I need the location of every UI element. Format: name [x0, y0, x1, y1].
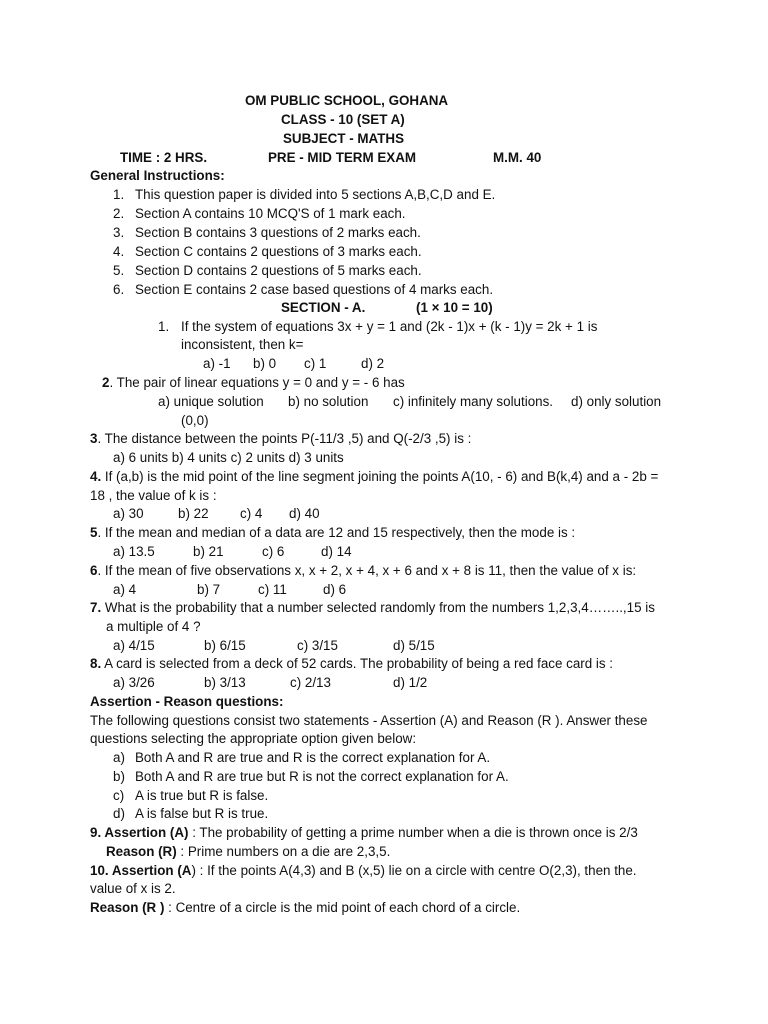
instruction-text: Section B contains 3 questions of 2 marks each.: [135, 225, 421, 240]
instruction-num: 2.: [113, 206, 125, 221]
option: c) 2/13: [290, 675, 331, 690]
instruction-text: Section E contains 2 case based questions of 4 marks each.: [135, 282, 494, 297]
question-text: 18 , the value of k is :: [90, 488, 217, 503]
option-text: A is false but R is true.: [135, 806, 269, 821]
option-text: Both A and R are true but R is not the correct explanation for A.: [135, 769, 509, 784]
option: b) 6/15: [204, 638, 246, 653]
instruction-text: Section C contains 2 questions of 3 marks each.: [135, 244, 422, 259]
option: d) only solution: [571, 394, 662, 409]
question-number: 8.: [90, 656, 102, 671]
assertion-text: : The probability of getting a prime number when a die is thrown once is 2/3: [188, 825, 638, 840]
option: b) no solution: [288, 394, 369, 409]
reason-label: Reason (R ): [90, 900, 165, 915]
exam-name: PRE - MID TERM EXAM: [268, 150, 417, 165]
instruction-num: 4.: [113, 244, 125, 259]
question-line: [90, 824, 638, 842]
question-text: . The pair of linear equations y = 0 and y = - 6 has: [109, 375, 405, 390]
reason-text: : Prime numbers on a die are 2,3,5.: [176, 844, 391, 859]
option-text: A is true but R is false.: [135, 788, 269, 803]
question-text: a multiple of 4 ?: [106, 619, 201, 634]
class-title: CLASS - 10 (SET A): [281, 112, 405, 127]
option: d) 5/15: [393, 638, 435, 653]
reason-line: [90, 899, 520, 917]
option-label: a): [113, 750, 125, 765]
option: a) 3/26: [113, 675, 155, 690]
question-text: . If the mean of five observations x, x + 2, x + 4, x + 6 and x + 8 is 11, then the value of x is:: [97, 563, 637, 578]
assertion-text: value of x is 2.: [90, 881, 176, 896]
instructions-title: General Instructions:: [90, 168, 225, 183]
reason-text: : Centre of a circle is the mid point of each chord of a circle.: [164, 900, 521, 915]
option: b) 7: [197, 582, 221, 597]
reason-label: Reason (R): [106, 844, 177, 859]
question-number: 3: [90, 431, 98, 446]
exam-time: TIME : 2 HRS.: [120, 150, 208, 165]
question-line: [102, 374, 405, 392]
option: d) 6: [323, 582, 347, 597]
assertion-text: ) : If the points A(4,3) and B (x,5) lie on a circle with centre O(2,3), then the.: [191, 863, 637, 878]
instruction-text: Section D contains 2 questions of 5 marks each.: [135, 263, 422, 278]
question-number: 5: [90, 525, 98, 540]
option-label: d): [113, 806, 125, 821]
question-line: [90, 599, 655, 617]
option: b) 22: [178, 506, 209, 521]
assertion-reason-intro: The following questions consist two statements - Assertion (A) and Reason (R ). Answer these: [90, 713, 648, 728]
option: c) infinitely many solutions.: [393, 394, 554, 409]
option: c) 4: [240, 506, 263, 521]
question-number: 6: [90, 563, 98, 578]
question-number: 2: [102, 375, 110, 390]
question-text: If (a,b) is the mid point of the line segment joining the points A(10, - 6) and B(k,4) and a - 2b =: [101, 469, 659, 484]
option: d) 1/2: [393, 675, 428, 690]
option: a) 4: [113, 582, 137, 597]
question-line: [90, 655, 613, 673]
question-text: . The distance between the points P(-11/3 ,5) and Q(-2/3 ,5) is :: [97, 431, 472, 446]
subject-title: SUBJECT - MATHS: [283, 131, 405, 146]
option: b) 21: [193, 544, 224, 559]
instruction-text: Section A contains 10 MCQ'S of 1 mark each.: [135, 206, 406, 221]
assertion-reason-intro: questions selecting the appropriate option given below:: [90, 731, 417, 746]
option: d) 14: [321, 544, 352, 559]
option: d) 2: [361, 356, 385, 371]
school-name: OM PUBLIC SCHOOL, GOHANA: [245, 93, 449, 108]
instruction-num: 5.: [113, 263, 125, 278]
section-marks: (1 × 10 = 10): [416, 300, 493, 315]
option-text: Both A and R are true and R is the correct explanation for A.: [135, 750, 491, 765]
option-label: c): [113, 788, 125, 803]
option: a) 13.5: [113, 544, 155, 559]
question-text: inconsistent, then k=: [181, 337, 304, 352]
option-label: b): [113, 769, 125, 784]
max-marks: M.M. 40: [493, 150, 542, 165]
assertion-label: 10. Assertion (A: [90, 863, 192, 878]
option: d) 40: [289, 506, 320, 521]
question-text: What is the probability that a number selected randomly from the numbers 1,2,3,4……..,15 is: [101, 600, 655, 615]
question-text: . If the mean and median of a data are 12 and 15 respectively, then the mode is :: [97, 525, 576, 540]
question-line: [90, 468, 658, 486]
section-title: SECTION - A.: [281, 300, 366, 315]
option: c) 3/15: [297, 638, 338, 653]
question-number: 1.: [158, 319, 170, 334]
question-text: A card is selected from a deck of 52 cards. The probability of being a red face card is :: [101, 656, 614, 671]
option: c) 6: [262, 544, 285, 559]
option: c) 11: [258, 582, 287, 597]
assertion-reason-title: Assertion - Reason questions:: [90, 694, 284, 709]
question-line: [90, 430, 471, 448]
option: b) 3/13: [204, 675, 246, 690]
question-number: 4.: [90, 469, 102, 484]
option: a) 4/15: [113, 638, 155, 653]
reason-line: [106, 843, 390, 861]
question-line: [90, 524, 575, 542]
instruction-text: This question paper is divided into 5 sections A,B,C,D and E.: [135, 187, 496, 202]
instruction-num: 3.: [113, 225, 125, 240]
instruction-num: 1.: [113, 187, 125, 202]
option: a) unique solution: [158, 394, 264, 409]
option: a) -1: [203, 356, 231, 371]
option-continuation: (0,0): [181, 413, 209, 428]
instruction-num: 6.: [113, 282, 125, 297]
option: b) 0: [253, 356, 277, 371]
option: a) 30: [113, 506, 144, 521]
option: c) 1: [304, 356, 327, 371]
option: a) 6 units b) 4 units c) 2 units d) 3 units: [113, 450, 344, 465]
assertion-label: 9. Assertion (A): [90, 825, 189, 840]
question-text: If the system of equations 3x + y = 1 and (2k - 1)x + (k - 1)y = 2k + 1 is: [181, 319, 598, 334]
question-line: [90, 562, 636, 580]
question-line: [90, 862, 637, 880]
question-number: 7.: [90, 600, 102, 615]
